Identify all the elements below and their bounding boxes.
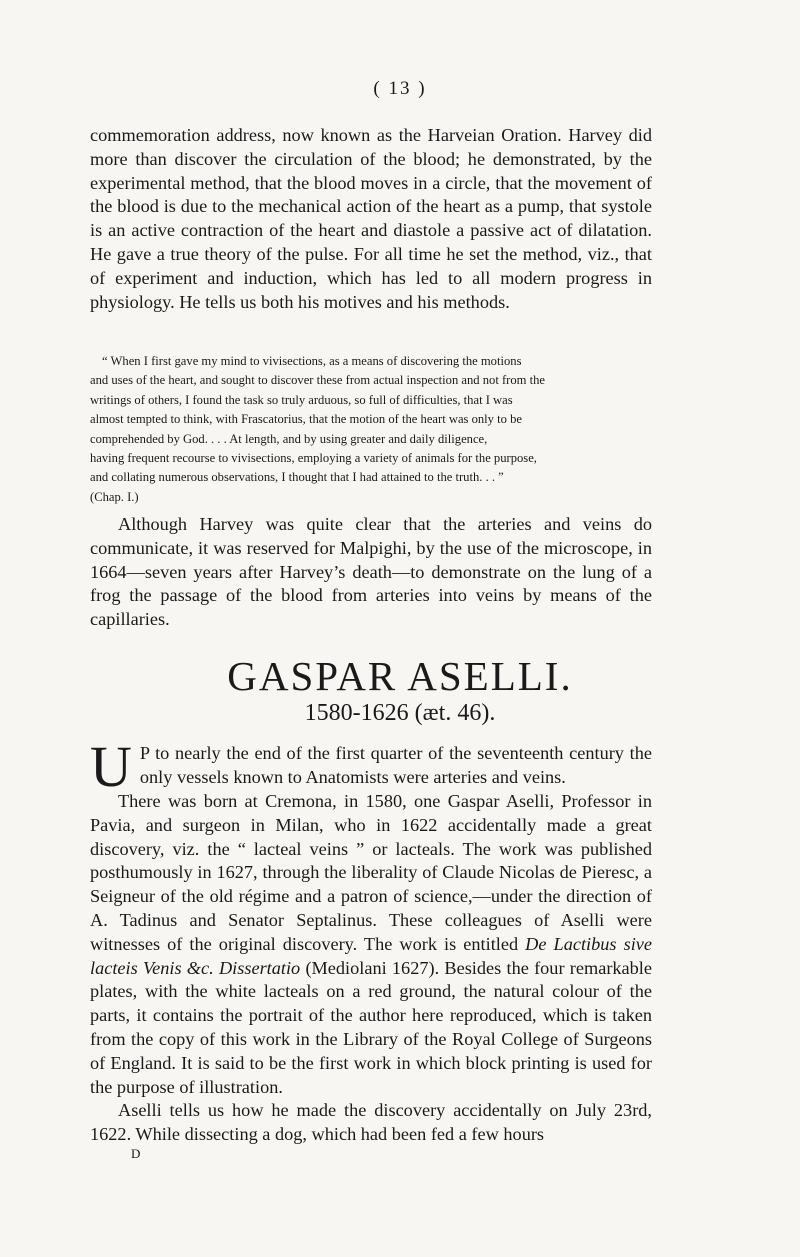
aselli-paragraph-2: Aselli tells us how he made the discovery accidentally on July 23rd, 1622. While dissecting a dog, which had been fed a few hours xyxy=(90,1100,652,1145)
harvey-quote xyxy=(90,352,652,507)
aselli-intro xyxy=(90,734,652,799)
malpighi-paragraph-block xyxy=(90,513,652,632)
quote-line: having frequent recourse to vivisections, employing a variety of animals for the purpose, xyxy=(90,451,537,466)
aselli-paragraph-1-start: There was born at Cremona, in 1580, one Gaspar Aselli, Professor in Pavia, and surgeon in Milan, who in 1622 accidentally made a great discovery, viz. the “ lacteal veins ” or lacteals. The work was published posthumously in 1627, through the liberality of Claude Nicolas de Pieresc, a Seigneur of the old régime and a patron of science,—under the direction of A. Tadinus and Senator Septalinus. These colleagues of Aselli were witnesses of the original discovery. The work is entitled xyxy=(90,791,652,954)
aselli-intro-text: P to nearly the end of the first quarter of the seventeenth century the only vessels known to Anatomists were arteries and veins. xyxy=(139,743,652,787)
aselli-text-block xyxy=(90,734,653,1147)
quote-line: and collating numerous observations, I thought that I had attained to the truth. . . ” xyxy=(90,470,504,485)
quote-line: (Chap. I.) xyxy=(90,489,139,504)
quote-line: almost tempted to think, with Frascatorius, that the motion of the heart was only to be xyxy=(90,412,522,427)
quote-line: comprehended by God. . . . At length, and by using greater and daily diligence, xyxy=(90,431,488,446)
opening-paragraph-block xyxy=(90,124,652,314)
malpighi-paragraph: Although Harvey was quite clear that the arteries and veins do communicate, it was reserved for Malpighi, by the use of the microscope, in 1664—seven years after Harvey’s death—to demonstrate on the lung of a frog the passage of the blood from arteries into veins by means of the capillaries. xyxy=(90,514,652,630)
quote-line: and uses of the heart, and sought to discover these from actual inspection and not from the xyxy=(90,373,545,388)
signature-mark: D xyxy=(131,1146,141,1161)
page-number: ( 13 ) xyxy=(373,78,427,99)
drop-cap: U xyxy=(90,734,132,799)
quote-line: writings of others, I found the task so truly arduous, so full of difficulties, that I was xyxy=(90,392,513,407)
aselli-paragraph-1-end: (Mediolani 1627). Besides the four remarkable plates, with the white lacteals on a red ground, the natural colour of the parts, it contains the portrait of the author here reproduced, which is taken from the copy of this work in the Library of the Royal College of Surgeons of England. It is said to be the first work in which block printing is used for the purpose of illustration. xyxy=(90,957,652,1097)
section-title: GASPAR ASELLI. xyxy=(227,653,573,699)
section-dates: 1580-1626 (æt. 46). xyxy=(304,700,496,726)
book-title: De Lactibus sive lacteis Venis &c. Dissertatio xyxy=(90,933,653,978)
opening-paragraph: commemoration address, now known as the Harveian Oration. Harvey did more than discover the circulation of the blood; he demonstrated, by the experimental method, that the blood moves in a circle, that the movement of the blood is due to the mechanical action of the heart as a pump, that systole is an active contraction of the heart and diastole a passive act of dilatation. He gave a true theory of the pulse. For all time he set the method, viz., that of experiment and induction, which has led to all modern progress in physiology. He tells us both his motives and his methods. xyxy=(90,125,652,312)
aselli-paragraph-1 xyxy=(90,790,652,1099)
quote-line: “ When I first gave my mind to vivisections, as a means of discovering the motions xyxy=(102,354,522,368)
